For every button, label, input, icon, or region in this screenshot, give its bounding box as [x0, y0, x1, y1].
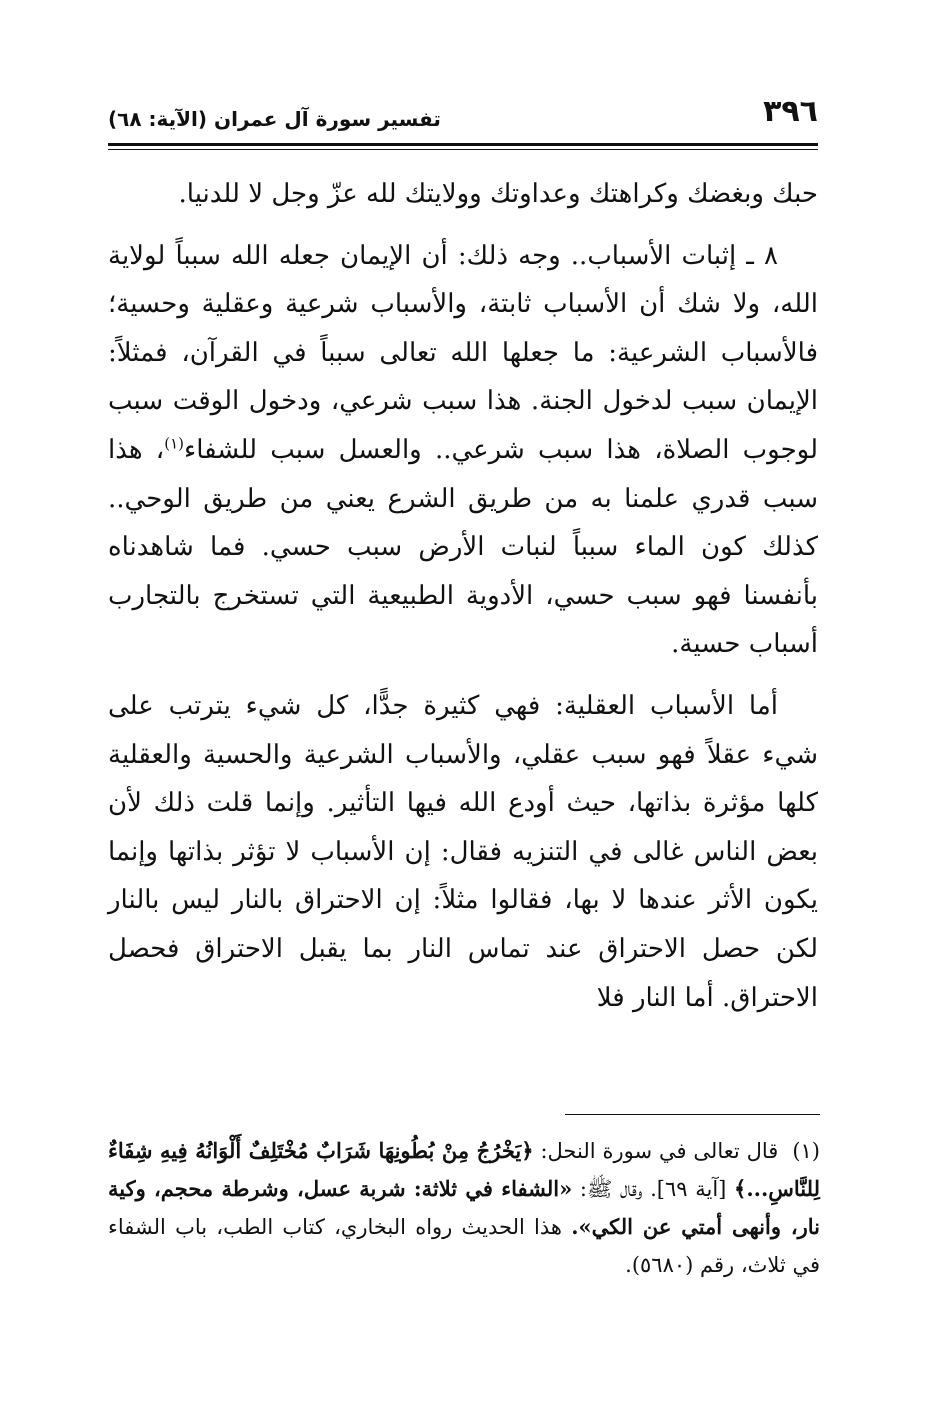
footnote-intro: قال تعالى في سورة النحل: [540, 1139, 779, 1163]
running-title: تفسير سورة آل عمران (الآية: ٦٨) [108, 107, 441, 131]
quran-verse: ﴿يَخْرُجُ مِنْ بُطُونِهَا شَرَابٌ مُخْتَلِفٌ أَلْوَانُهُ فِيهِ شِفَاءٌ لِلنَّاسِ...﴾ [108, 1138, 820, 1201]
hadith-source: هذا الحديث رواه البخاري، كتاب الطب، باب الشفاء في ثلاث، رقم (٥٦٨٠). [108, 1215, 820, 1277]
paragraph-2 [108, 232, 818, 669]
main-text [108, 170, 818, 1035]
footnote-separator [565, 1114, 820, 1115]
footnotes [108, 1132, 820, 1284]
footnote-reference[interactable]: (١) [164, 434, 184, 453]
header-rule-thick [108, 143, 818, 146]
paragraph-3: أما الأسباب العقلية: فهي كثيرة جدًّا، كل شيء يترتب على شيء عقلاً فهو سبب عقلي، والأسباب الشرعية والحسية والعقلية كلها مؤثرة بذاتها، حيث أودع الله فيها التأثير. وإنما قلت ذلك لأن بعض الناس غالى في التنزيه فقال: إن الأسباب لا تؤثر بذاتها وإنما يكون الأثر عندها لا بها، فقالوا مثلاً: إن الاحتراق بالنار ليس بالنار لكن حصل الاحتراق عند تماس النار بما يقبل الاحتراق فحصل الاحتراق. أما النار فلا [108, 690, 818, 1013]
page-header [108, 92, 818, 140]
paragraph-2-part-1: ٨ ـ إثبات الأسباب.. وجه ذلك: أن الإيمان جعله الله سبباً لولاية الله، ولا شك أن الأسباب ثابتة، والأسباب شرعية وعقلية وحسية؛ فالأسباب الشرعية: ما جعلها الله تعالى سبباً في القرآن، فمثلاً: الإيمان سبب لدخول الجنة. هذا سبب شرعي، ودخول الوقت سبب لوجوب الصلاة، هذا سبب شرعي.. والعسل سبب للشفاء [108, 240, 818, 465]
footnote-said: وقال ﷺ: [579, 1177, 643, 1201]
paragraph-1: حبك وبغضك وكراهتك وعداوتك وولايتك لله عزّ وجل لا للدنيا. [178, 179, 818, 209]
paragraph-2-part-2: ، هذا سبب قدري علمنا به من طريق الشرع يعني من طريق الوحي.. كذلك كون الماء سبباً لنبات الأرض سبب حسي. فما شاهدناه بأنفسنا فهو سبب حسي، الأدوية الطبيعية التي تستخرج بالتجارب أسباب حسية. [108, 434, 818, 660]
header-rule-thin [108, 149, 818, 150]
hadith-text: «الشفاء في ثلاثة: شربة عسل، وشرطة محجم، وكية نار، وأنهى أمتي عن الكي». [108, 1176, 820, 1239]
ayah-reference: [آية ٦٩]. [650, 1177, 727, 1201]
footnote-1 [108, 1132, 820, 1284]
footnote-number: (١) [792, 1139, 820, 1163]
page-number: ٣٩٦ [763, 94, 818, 129]
